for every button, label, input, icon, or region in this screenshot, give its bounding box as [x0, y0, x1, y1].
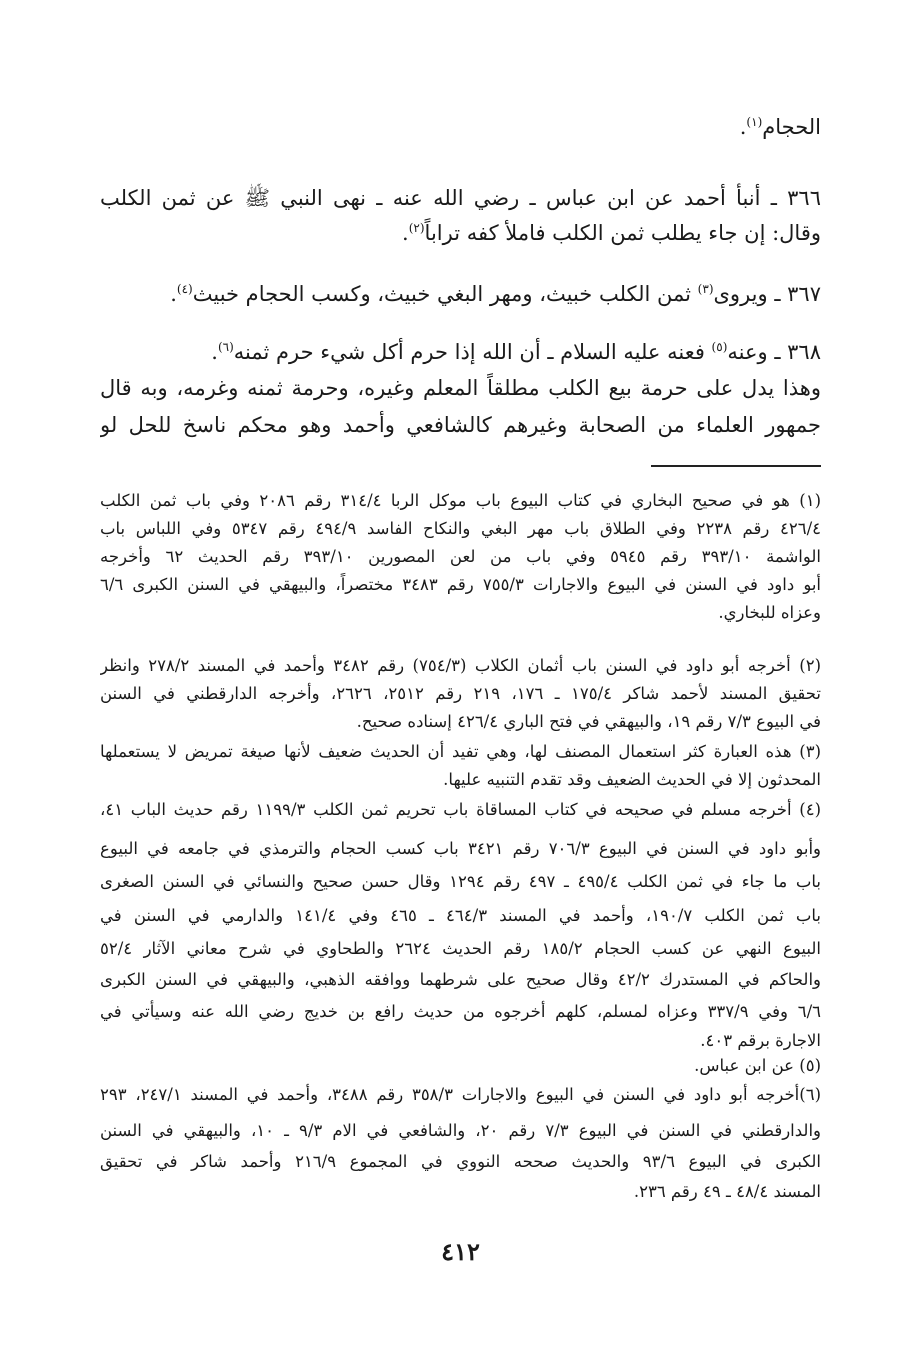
footnote-1-line: أبو داود في السنن في البيوع والاجارات ٧٥٥/٣ رقم ٣٤٨٣ مختصراً، والبيهقي في السنن الكبرى ٦/٦: [100, 575, 821, 594]
hadith-366-line-2: وقال: إن جاء يطلب ثمن الكلب فاملأ كفه تراباً$^{(٢)}$.: [402, 221, 821, 245]
footnote-4-line: الاجارة برقم ٤٠٣.: [700, 1031, 821, 1050]
page-number: ٤١٢: [441, 1237, 480, 1266]
footnote-3-line: (٣) هذه العبارة كثر استعمال المصنف لها، وهي تفيد أن الحديث ضعيف لأنها صيغة تمريض لا يستعملها: [100, 742, 821, 761]
footnote-4-line: والحاكم في المستدرك ٤٢/٢ وقال صحيح على شرطهما ووافقه الذهبي، والبيهقي في السنن الكبرى: [100, 970, 821, 989]
footnote-marker: (٢): [408, 221, 425, 235]
commentary-line-1: وهذا يدل على حرمة بيع الكلب مطلقاً المعلم وغيره، وحرمة ثمنه وغرمه، وبه قال: [100, 376, 821, 400]
footnote-marker: (٦): [217, 340, 234, 354]
text-line-opening: الحجام$^{(١)}$.: [739, 115, 821, 139]
footnote-6-line: والدارقطني في السنن في البيوع ٧/٣ رقم ٢٠، والشافعي في الام ٩/٣ ـ ١٠، والبيهقي في السنن: [100, 1121, 821, 1140]
footnote-3-line: المحدثون إلا في الحديث الضعيف وقد تقدم التنبيه عليها.: [443, 770, 821, 789]
footnote-4-line: باب ثمن الكلب ١٩٠/٧، وأحمد في المسند ٤٦٤/٣ ـ ٤٦٥ وفي ١٤١/٤ والدارمي في السنن في: [100, 906, 821, 925]
footnote-4-line: وأبو داود في السنن في البيوع ٧٠٦/٣ رقم ٣٤٢١ باب كسب الحجام والترمذي في جامعه في البيوع: [100, 839, 821, 858]
footnote-4-line: باب ما جاء في ثمن الكلب ٤٩٥/٤ ـ ٤٩٧ رقم ١٢٩٤ وقال حسن صحيح والنسائي في السنن الصغرى: [100, 872, 821, 891]
hadith-367: ٣٦٧ ـ ويروى$^{(٣)}$ ثمن الكلب خبيث، ومهر البغي خبيث، وكسب الحجام خبيث$^{(٤)}$.: [170, 282, 821, 306]
footnote-6-line: المسند ٤٨/٤ ـ ٤٩ رقم ٢٣٦.: [633, 1182, 821, 1201]
footnote-5-line: (٥) عن ابن عباس.: [694, 1056, 821, 1075]
hadith-368: ٣٦٨ ـ وعنه$^{(٥)}$ فعنه عليه السلام ـ أن الله إذا حرم أكل شيء حرم ثمنه$^{(٦)}$.: [211, 340, 821, 364]
hadith-366-line-1: ٣٦٦ ـ أنبأ أحمد عن ابن عباس ـ رضي الله عنه ـ نهى النبي ﷺ عن ثمن الكلب: [100, 186, 821, 210]
footnote-marker: (٥): [711, 340, 728, 354]
footnote-6-line: الكبرى في البيوع ٩٣/٦ والحديث صححه النووي في المجموع ٢١٦/٩ وأحمد شاكر في تحقيق: [100, 1152, 821, 1171]
footnote-4-line: (٤) أخرجه مسلم في صحيحه في كتاب المساقاة باب تحريم ثمن الكلب ١١٩٩/٣ رقم حديث الباب ٤١،: [100, 800, 821, 819]
footnote-4-line: البيوع النهي عن كسب الحجام ١٨٥/٢ رقم الحديث ٢٦٢٤ والطحاوي في شرح معاني الآثار ٥٢/٤: [100, 939, 821, 958]
commentary-line-2: جمهور العلماء من الصحابة وغيرهم كالشافعي وأحمد وهو محكم ناسخ للحل لو: [100, 413, 821, 437]
footnote-separator: [651, 465, 821, 467]
footnote-1-line: الواشمة ٣٩٣/١٠ رقم ٥٩٤٥ وفي باب من لعن المصورين ٣٩٣/١٠ رقم الحديث ٦٢ وأخرجه: [100, 547, 821, 566]
footnote-marker: (١): [746, 115, 763, 129]
footnote-1-line: (١) هو في صحيح البخاري في كتاب البيوع باب موكل الربا ٣١٤/٤ رقم ٢٠٨٦ وفي باب ثمن الكلب: [100, 491, 821, 510]
footnote-2-line: تحقيق المسند لأحمد شاكر ١٧٥/٤ ـ ١٧٦، ٢١٩ رقم ٢٥١٢، ٢٦٢٦، وأخرجه الدارقطني في السنن: [100, 684, 821, 703]
footnote-marker: (٤): [176, 282, 193, 296]
footnote-6-line: (٦)أخرجه أبو داود في السنن في البيوع والاجارات ٣٥٨/٣ رقم ٣٤٨٨، وأحمد في المسند ٢٤٧/١، ٢٩٣: [100, 1085, 821, 1104]
footnote-1-line: وعزاه للبخاري.: [718, 603, 821, 622]
footnote-marker: (٣): [697, 282, 714, 296]
footnote-4-line: ٦/٦ وفي ٣٣٧/٩ وعزاه لمسلم، كلهم أخرجوه من حديث رافع بن خديج رضي الله عنه وسيأتي في: [100, 1002, 821, 1021]
footnote-1-line: ٤٢٦/٤ رقم ٢٢٣٨ وفي الطلاق باب مهر البغي والنكاح الفاسد ٤٩٤/٩ رقم ٥٣٤٧ وفي اللباس باب: [100, 519, 821, 538]
footnote-2-line: (٢) أخرجه أبو داود في السنن باب أثمان الكلاب (٧٥٤/٣) رقم ٣٤٨٢ وأحمد في المسند ٢٧٨/٢ وانظر: [100, 656, 821, 675]
footnote-2-line: في البيوع ٧/٣ رقم ١٩، والبيهقي في فتح الباري ٤٢٦/٤ إسناده صحيح.: [356, 712, 821, 731]
